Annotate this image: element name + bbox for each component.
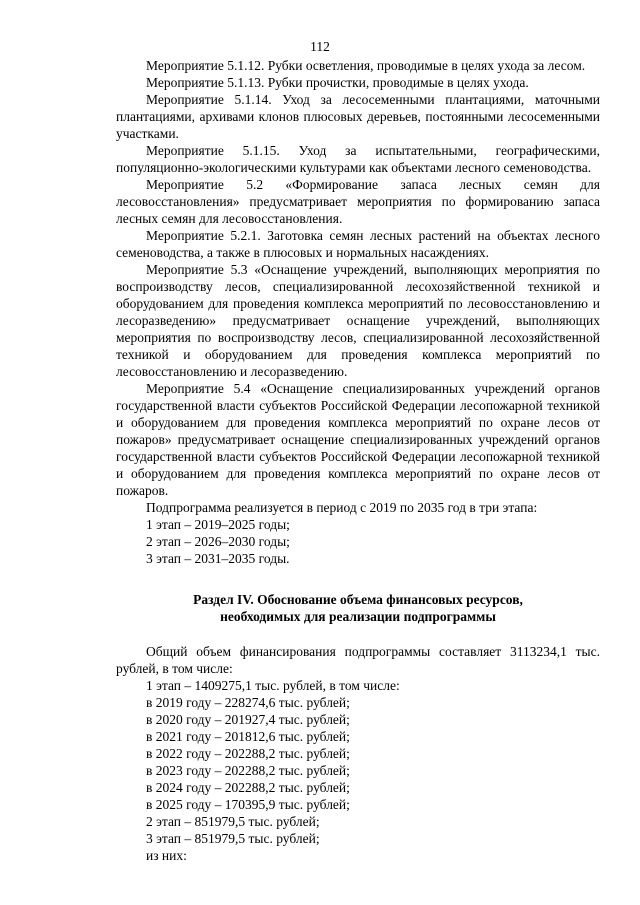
financing-line: в 2023 году – 202288,2 тыс. рублей; (146, 763, 350, 778)
stage-line-3: 3 этап – 2031–2035 годы. (146, 551, 290, 566)
paragraph-measure-5-4: Мероприятие 5.4 «Оснащение специализированных учреждений органов государственной власти субъектов Российской Федерации лесопожарной техникой и оборудованием для проведения комплекса мероприятий по охране лесов от пожаров» предусматривает оснащение специализированных учреждений органов государственной власти субъектов Российской Федерации лесопожарной техникой и оборудованием для проведения комплекса мероприятий по охране лесов от пожаров. (116, 381, 600, 498)
financing-line: в 2020 году – 201927,4 тыс. рублей; (146, 712, 350, 727)
financing-line: в 2024 году – 202288,2 тыс. рублей; (146, 780, 350, 795)
financing-line: в 2022 году – 202288,2 тыс. рублей; (146, 746, 350, 761)
section-heading (116, 591, 600, 625)
financing-line: из них: (146, 848, 187, 863)
paragraph-financing-intro: Общий объем финансирования подпрограммы составляет 3113234,1 тыс. рублей, в том числе: (116, 644, 600, 676)
financing-line: 2 этап – 851979,5 тыс. рублей; (146, 814, 320, 829)
paragraph-stages-intro: Подпрограмма реализуется в период с 2019 по 2035 год в три этапа: (146, 500, 538, 515)
section-heading-line-1: Раздел IV. Обоснование объема финансовых ресурсов, (193, 592, 523, 607)
financing-line: 1 этап – 1409275,1 тыс. рублей, в том числе: (146, 678, 400, 693)
paragraph-measure-5-3: Мероприятие 5.3 «Оснащение учреждений, выполняющих мероприятия по воспроизводству лесов, специализированной лесохозяйственной техникой и оборудованием для проведения комплекса мероприятий по лесовосстановлению и лесоразведению» предусматривает оснащение учреждений, выполняющих мероприятия по воспроизводству лесов, специализированной лесохозяйственной техникой и оборудованием для проведения комплекса мероприятий по лесовосстановлению и лесоразведению. (116, 262, 600, 379)
paragraph-measure-5-2-1: Мероприятие 5.2.1. Заготовка семян лесных растений на объектах лесного семеноводства, а также в плюсовых и нормальных насаждениях. (116, 228, 600, 260)
paragraph-measure-5-1-14: Мероприятие 5.1.14. Уход за лесосеменными плантациями, маточными плантациями, архивами клонов плюсовых деревьев, постоянными лесосеменными участками. (116, 92, 600, 141)
financing-line: 3 этап – 851979,5 тыс. рублей; (146, 831, 320, 846)
stage-line-2: 2 этап – 2026–2030 годы; (146, 534, 290, 549)
financing-line: в 2021 году – 201812,6 тыс. рублей; (146, 729, 350, 744)
section-heading-line-2: необходимых для реализации подпрограммы (220, 609, 496, 624)
financing-line: в 2019 году – 228274,6 тыс. рублей; (146, 695, 350, 710)
stage-line-1: 1 этап – 2019–2025 годы; (146, 517, 290, 532)
paragraph-measure-5-1-15: Мероприятие 5.1.15. Уход за испытательными, географическими, популяционно-экологическими культурами как объектами лесного семеноводства. (116, 143, 600, 175)
document-body (116, 57, 600, 864)
paragraph-measure-5-2: Мероприятие 5.2 «Формирование запаса лесных семян для лесовосстановления» предусматривает мероприятия по формированию запаса лесных семян для лесовосстановления. (116, 177, 600, 226)
paragraph-measure-5-1-12: Мероприятие 5.1.12. Рубки осветления, проводимые в целях ухода за лесом. (146, 58, 586, 73)
financing-line: в 2025 году – 170395,9 тыс. рублей; (146, 797, 350, 812)
page-number: 112 (310, 39, 330, 54)
paragraph-measure-5-1-13: Мероприятие 5.1.13. Рубки прочистки, проводимые в целях ухода. (146, 75, 529, 90)
